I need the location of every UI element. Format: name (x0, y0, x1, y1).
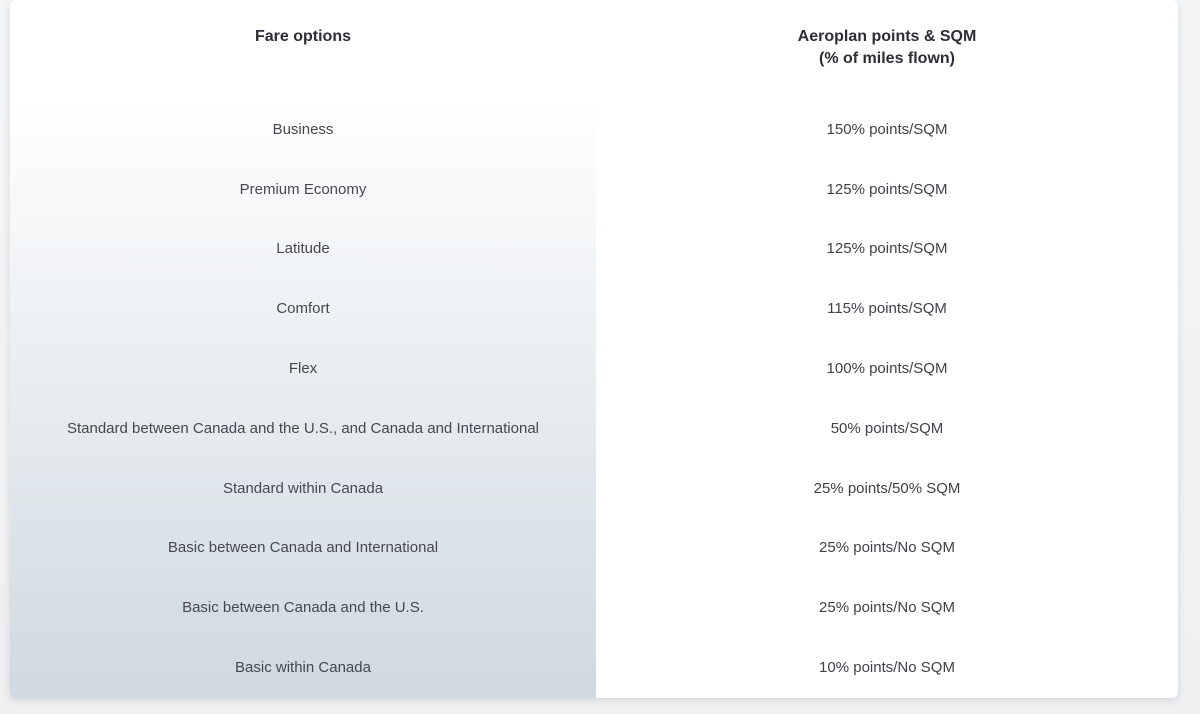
fare-option-cell: Business (272, 120, 334, 138)
fare-option-cell: Standard between Canada and the U.S., and Canada and International (66, 419, 540, 437)
fare-options-header-label: Fare options (254, 28, 351, 45)
fare-option-cell: Standard within Canada (222, 479, 384, 497)
fare-option-cell: Latitude (276, 240, 330, 258)
points-sqm-cell: 25% points/No SQM (819, 539, 955, 557)
points-sqm-cell: 150% points/SQM (826, 120, 948, 138)
points-sqm-cell: 125% points/SQM (826, 240, 948, 258)
fare-option-cell: Flex (288, 360, 318, 378)
points-sqm-header-line1: Aeroplan points & SQM (797, 28, 977, 45)
fare-option-cell: Basic within Canada (235, 659, 371, 677)
points-sqm-cell: 125% points/SQM (826, 180, 948, 198)
fare-options-column (10, 100, 596, 698)
fare-option-cell: Comfort (276, 300, 330, 318)
table-header-row (10, 0, 1178, 100)
points-sqm-header-line2: (% of miles flown) (819, 50, 955, 67)
table-body (10, 100, 1178, 698)
points-sqm-cell: 100% points/SQM (826, 360, 948, 378)
fare-option-cell: Basic between Canada and the U.S. (182, 599, 424, 617)
fare-option-cell: Basic between Canada and International (167, 539, 439, 557)
points-sqm-column (596, 100, 1178, 698)
points-sqm-cell: 50% points/SQM (830, 419, 944, 437)
fare-option-cell: Premium Economy (239, 180, 367, 198)
column-header-fare-options (10, 0, 596, 100)
column-header-aeroplan-points-sqm (596, 0, 1178, 100)
points-sqm-cell: 10% points/No SQM (819, 659, 955, 677)
fare-table-card (10, 0, 1178, 698)
points-sqm-cell: 25% points/No SQM (819, 599, 955, 617)
points-sqm-cell: 25% points/50% SQM (813, 479, 961, 497)
points-sqm-cell: 115% points/SQM (827, 300, 947, 318)
